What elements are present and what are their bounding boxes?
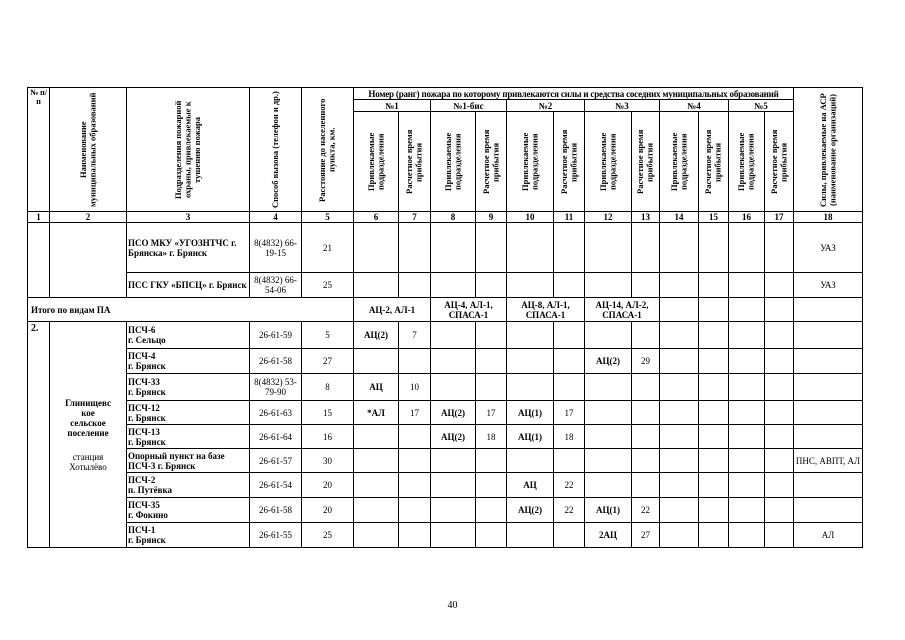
rank-4: №4: [660, 100, 729, 112]
asr-forces: [794, 322, 863, 349]
total-label: Итого по видам ПА: [28, 298, 354, 322]
sub-units-1bis: Привлекаемые подразделения: [431, 112, 476, 212]
rank1-time: [399, 425, 431, 449]
rank2-unit: АЦ(2): [507, 498, 554, 523]
asr-forces: [794, 498, 863, 523]
rank-5: №5: [729, 100, 794, 112]
rank2-unit: АЦ(1): [507, 425, 554, 449]
unit-name: ПСЧ-33 г. Брянск: [127, 374, 250, 401]
asr-forces: [794, 349, 863, 374]
distance: 5: [302, 322, 354, 349]
rank3-unit: [585, 374, 632, 401]
header-dist: Расстояние до населенного пункта, км.: [302, 88, 354, 212]
distance: 20: [302, 473, 354, 498]
total-rank-1bis: АЦ-4, АЛ-1, СПАСА-1: [431, 298, 507, 322]
total-rank-3: АЦ-14, АЛ-2, СПАСА-1: [585, 298, 660, 322]
distance: 15: [302, 401, 354, 425]
rank1bis-unit: [431, 498, 476, 523]
rank1bis-unit: [431, 473, 476, 498]
sub-time-3: Расчетное время прибытия: [632, 112, 660, 212]
sub-time-1bis: Расчетное время прибытия: [476, 112, 507, 212]
sub-units-2: Привлекаемые подразделения: [507, 112, 554, 212]
rank2-unit: [507, 374, 554, 401]
rank-1bis: №1-бис: [431, 100, 507, 112]
rank3-time: [632, 425, 660, 449]
rank2-unit: АЦ(1): [507, 401, 554, 425]
rank2-time: [554, 349, 585, 374]
table-row: [28, 449, 863, 473]
municipality-name: [50, 322, 127, 548]
rank3-unit: [585, 449, 632, 473]
col-number: 16: [729, 212, 765, 223]
header-call: Способ вызова (телефон и др.): [250, 88, 302, 212]
rank1-time: [399, 498, 431, 523]
col-number: 12: [585, 212, 632, 223]
rank1-unit: [354, 473, 399, 498]
rank2-time: 18: [554, 425, 585, 449]
unit-name: ПСЧ-12 г. Брянск: [127, 401, 250, 425]
municipality-line: сельское: [70, 417, 106, 428]
rank1-unit: [354, 523, 399, 548]
empty-cell: [50, 223, 127, 298]
rank3-time: [632, 374, 660, 401]
distance: 20: [302, 498, 354, 523]
distance: 30: [302, 449, 354, 473]
municipality-line: Глинищевс: [65, 397, 111, 408]
header-num: № п/п: [28, 88, 50, 212]
rank3-unit: 2АЦ: [585, 523, 632, 548]
rank1bis-unit: [431, 449, 476, 473]
distance: 16: [302, 425, 354, 449]
unit-name: ПСЧ-1 г. Брянск: [127, 523, 250, 548]
rank3-unit: АЦ(1): [585, 498, 632, 523]
rank1bis-unit: [431, 349, 476, 374]
rank2-unit: АЦ: [507, 473, 554, 498]
phone: 26-61-55: [250, 523, 302, 548]
rank1bis-time: 18: [476, 425, 507, 449]
rank3-time: [632, 401, 660, 425]
rank1-unit: АЦ(2): [354, 322, 399, 349]
rank1bis-unit: [431, 374, 476, 401]
sub-units-4: Привлекаемые подразделения: [660, 112, 699, 212]
unit-name: ПСЧ-2 п. Путёвка: [127, 473, 250, 498]
header-unit: Подразделения пожарной охраны, привлекаемые к тушению пожара: [127, 88, 250, 212]
header-rank-title: Номер (ранг) пожара по которому привлекаются силы и средства соседних муниципальных образований: [354, 88, 794, 100]
asr-forces: АЛ: [794, 523, 863, 548]
rank1bis-unit: АЦ(2): [431, 425, 476, 449]
rank1-time: [399, 523, 431, 548]
col-number: 14: [660, 212, 699, 223]
phone: 26-61-58: [250, 498, 302, 523]
phone: 26-61-64: [250, 425, 302, 449]
asr-forces: УАЗ: [794, 273, 863, 298]
phone: 26-61-57: [250, 449, 302, 473]
unit-name: ПСЧ-35 г. Фокино: [127, 498, 250, 523]
rank1-unit: *АЛ: [354, 401, 399, 425]
asr-forces: [794, 374, 863, 401]
row-number: 2.: [28, 322, 50, 548]
sub-time-4: Расчетное время прибытия: [699, 112, 729, 212]
total-row: [28, 298, 863, 322]
table-row: [28, 425, 863, 449]
table-row: [28, 322, 863, 349]
rank1bis-time: [476, 322, 507, 349]
col-number: 17: [765, 212, 794, 223]
header-asr: Силы, привлекаемые на АСР (наименование организаций): [794, 88, 863, 212]
rank2-unit: [507, 349, 554, 374]
sub-units-3: Привлекаемые подразделения: [585, 112, 632, 212]
sub-time-1: Расчетное время прибытия: [399, 112, 431, 212]
phone: 8(4832) 66-19-15: [250, 223, 302, 273]
rank3-time: 22: [632, 498, 660, 523]
table-row: [28, 401, 863, 425]
rank1bis-unit: [431, 322, 476, 349]
phone: 26-61-59: [250, 322, 302, 349]
table-row: [28, 223, 863, 273]
rank2-unit: [507, 449, 554, 473]
phone: 26-61-58: [250, 349, 302, 374]
rank1-time: 7: [399, 322, 431, 349]
rank1-unit: [354, 449, 399, 473]
phone: 26-61-63: [250, 401, 302, 425]
rank1-time: [399, 473, 431, 498]
distance: 27: [302, 349, 354, 374]
phone: 26-61-54: [250, 473, 302, 498]
unit-name: ПСЧ-4 г. Брянск: [127, 349, 250, 374]
rank3-unit: [585, 473, 632, 498]
empty-cell: [28, 223, 50, 298]
rank3-time: [632, 473, 660, 498]
col-number: 7: [399, 212, 431, 223]
sub-time-2: Расчетное время прибытия: [554, 112, 585, 212]
col-number: 13: [632, 212, 660, 223]
asr-forces: [794, 401, 863, 425]
column-numbers-row: [28, 212, 863, 223]
rank1bis-time: [476, 523, 507, 548]
col-number: 11: [554, 212, 585, 223]
station-line: станция: [72, 451, 104, 462]
rank-3: №3: [585, 100, 660, 112]
col-number: 1: [28, 212, 50, 223]
rank3-unit: [585, 425, 632, 449]
asr-forces: [794, 473, 863, 498]
rank3-unit: [585, 322, 632, 349]
col-number: 9: [476, 212, 507, 223]
phone: 8(4832) 66-54-06: [250, 273, 302, 298]
col-number: 6: [354, 212, 399, 223]
col-number: 10: [507, 212, 554, 223]
total-rank-2: АЦ-8, АЛ-1, СПАСА-1: [507, 298, 585, 322]
rank2-time: 22: [554, 498, 585, 523]
rank2-time: [554, 374, 585, 401]
rank1bis-unit: [431, 523, 476, 548]
rank1-unit: [354, 425, 399, 449]
rank1bis-time: [476, 498, 507, 523]
fire-deployment-table: [27, 87, 863, 548]
rank1bis-time: [476, 449, 507, 473]
unit-name: ПСЧ-13 г. Брянск: [127, 425, 250, 449]
table-row: [28, 473, 863, 498]
header-muni: Наименование муниципальных образований: [50, 88, 127, 212]
rank3-unit: [585, 401, 632, 425]
rank1bis-time: 17: [476, 401, 507, 425]
rank2-time: 17: [554, 401, 585, 425]
table-row: [28, 349, 863, 374]
sub-time-5: Расчетное время прибытия: [765, 112, 794, 212]
col-number: 4: [250, 212, 302, 223]
municipality-line: поселение: [67, 427, 109, 438]
rank-1: №1: [354, 100, 431, 112]
rank2-time: [554, 449, 585, 473]
col-number: 3: [127, 212, 250, 223]
rank3-time: 27: [632, 523, 660, 548]
rank2-time: [554, 322, 585, 349]
rank-2: №2: [507, 100, 585, 112]
rank2-time: 22: [554, 473, 585, 498]
rank1-time: [399, 349, 431, 374]
rank1-unit: [354, 498, 399, 523]
page-number: 40: [447, 600, 458, 611]
unit-name: Опорный пункт на базе ПСЧ-3 г. Брянск: [127, 449, 250, 473]
rank2-unit: [507, 523, 554, 548]
distance: 21: [302, 223, 354, 273]
distance: 25: [302, 273, 354, 298]
rank2-time: [554, 523, 585, 548]
col-number: 2: [50, 212, 127, 223]
col-number: 5: [302, 212, 354, 223]
rank3-time: [632, 322, 660, 349]
table-row: [28, 498, 863, 523]
asr-forces: УАЗ: [794, 223, 863, 273]
col-number: 18: [794, 212, 863, 223]
col-number: 8: [431, 212, 476, 223]
table-row: [28, 523, 863, 548]
table-row: [28, 374, 863, 401]
unit-name: ПСС ГКУ «БПСЦ» г. Брянск: [127, 273, 250, 298]
asr-forces: [794, 425, 863, 449]
unit-name: ПСО МКУ «УГОЗНТЧС г. Брянска» г. Брянск: [127, 223, 250, 273]
municipality-line: кое: [81, 407, 95, 418]
rank3-time: 29: [632, 349, 660, 374]
rank1bis-unit: АЦ(2): [431, 401, 476, 425]
rank2-unit: [507, 322, 554, 349]
rank1-unit: АЦ: [354, 374, 399, 401]
sub-units-1: Привлекаемые подразделения: [354, 112, 399, 212]
rank1-time: 17: [399, 401, 431, 425]
station-line: Хотылёво: [69, 461, 107, 472]
rank3-time: [632, 449, 660, 473]
rank3-unit: АЦ(2): [585, 349, 632, 374]
rank1-unit: [354, 349, 399, 374]
unit-name: ПСЧ-6 г. Сельцо: [127, 322, 250, 349]
sub-units-5: Привлекаемые подразделения: [729, 112, 765, 212]
asr-forces: ПНС, АВПТ, АЛ: [794, 449, 863, 473]
distance: 8: [302, 374, 354, 401]
rank1bis-time: [476, 349, 507, 374]
total-rank-1: АЦ-2, АЛ-1: [354, 298, 431, 322]
rank1-time: 10: [399, 374, 431, 401]
rank1-time: [399, 449, 431, 473]
col-number: 15: [699, 212, 729, 223]
table-row: [28, 273, 863, 298]
distance: 25: [302, 523, 354, 548]
rank1bis-time: [476, 473, 507, 498]
rank1bis-time: [476, 374, 507, 401]
phone: 8(4832) 53-79-90: [250, 374, 302, 401]
